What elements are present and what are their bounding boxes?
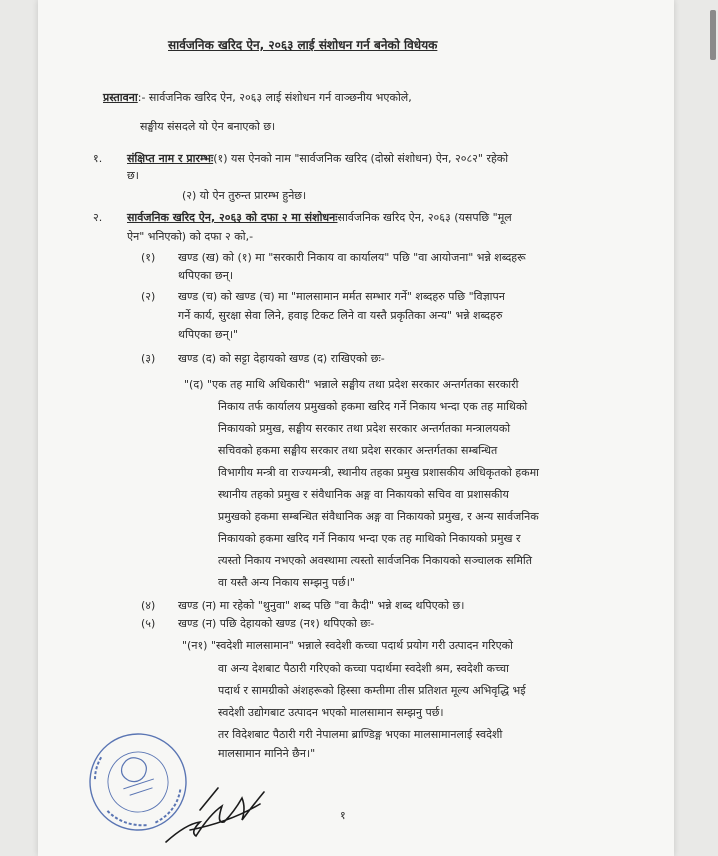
- clause-1-number: (१): [141, 251, 156, 264]
- section-1-line-2: छ।: [127, 169, 139, 182]
- quoted-clause-line-5: विभागीय मन्त्री वा राज्यमन्त्री, स्थानीय तहका प्रमुख प्रशासकीय अधिकृतको हकमा: [218, 466, 540, 479]
- enactment-line: सङ्घीय संसदले यो ऐन बनाएको छ।: [140, 120, 276, 133]
- clause-1-line-2: थपिएका छन्।: [178, 269, 233, 282]
- new-clause-line-6: मालसामान मानिने छैन।": [218, 747, 316, 760]
- new-clause-line-4: स्वदेशी उद्योगबाट उत्पादन भएको मालसामान सम्झनु पर्छ।: [218, 706, 444, 719]
- section-1-line-1: [127, 149, 508, 168]
- clause-5-number: (५): [141, 617, 156, 630]
- quoted-clause-line-9: त्यस्तो निकाय नभएको अवस्थामा त्यस्तो सार्वजनिक निकायको सञ्चालक समिति: [218, 554, 533, 567]
- preamble-label: प्रस्तावना: [103, 91, 138, 104]
- section-1-number: १.: [93, 152, 103, 165]
- clause-1-line-1: खण्ड (ख) को (१) मा "सरकारी निकाय वा कार्यालय" पछि "वा आयोजना" भन्ने शब्दहरू: [178, 251, 526, 264]
- section-1-text: (१) यस ऐनको नाम "सार्वजनिक खरिद (दोस्रो संशोधन) ऐन, २०८२" रहेको: [213, 152, 509, 165]
- page-number: १: [340, 809, 346, 822]
- quoted-clause-line-6: स्थानीय तहको प्रमुख र संवैधानिक अङ्ग वा निकायको सचिव वा प्रशासकीय: [218, 488, 509, 501]
- section-1-subsection-2: (२) यो ऐन तुरुन्त प्रारम्भ हुनेछ।: [182, 189, 307, 202]
- clause-3-number: (३): [141, 352, 156, 365]
- new-clause-line-2: वा अन्य देशबाट पैठारी गरिएको कच्चा पदार्थमा स्वदेशी श्रम, स्वदेशी कच्चा: [218, 662, 509, 675]
- section-2-line-2: ऐन" भनिएको) को दफा २ को,-: [127, 230, 254, 243]
- handwritten-signature: [160, 770, 280, 850]
- clause-2-line-2: गर्ने कार्य, सुरक्षा सेवा लिने, हवाइ टिकट लिने वा यस्तै प्रकृतिका अन्य" भन्ने शब्दहरु: [178, 309, 503, 322]
- quoted-clause-line-7: प्रमुखको हकमा सम्बन्धित संवैधानिक अङ्ग वा निकायको प्रमुख, र अन्य सार्वजनिक: [218, 510, 539, 523]
- section-2-text: सार्वजनिक खरिद ऐन, २०६३ (यसपछि "मूल: [337, 211, 512, 224]
- new-clause-line-3: पदार्थ र सामग्रीको अंशहरूको हिस्सा कम्तीमा तीस प्रतिशत मूल्य अभिवृद्धि भई: [218, 684, 526, 697]
- clause-2-line-1: खण्ड (च) को खण्ड (च) मा "मालसामान मर्मत सम्भार गर्ने" शब्दहरु पछि "विज्ञापन: [178, 290, 505, 303]
- clause-5-line-1: खण्ड (न) पछि देहायको खण्ड (न१) थपिएको छः-: [178, 617, 375, 630]
- quoted-clause-line-8: निकायको हकमा खरिद गर्ने निकाय भन्दा एक तह माथिको निकायको प्रमुख र: [218, 532, 521, 545]
- clause-2-number: (२): [141, 290, 156, 303]
- clause-2-line-3: थपिएका छन्।": [178, 328, 239, 341]
- clause-4-number: (४): [141, 599, 156, 612]
- preamble: [103, 88, 412, 107]
- quoted-clause-line-4: सचिवको हकमा सङ्घीय सरकार तथा प्रदेश सरकार अन्तर्गतका सम्बन्धित: [218, 444, 498, 457]
- section-1-heading: संक्षिप्त नाम र प्रारम्भः: [127, 152, 214, 165]
- document-title: सार्वजनिक खरिद ऐन, २०६३ लाई संशोधन गर्न बनेको विधेयक: [168, 38, 438, 52]
- scrollbar-thumb[interactable]: [710, 10, 716, 60]
- quoted-clause-line-2: निकाय तर्फ कार्यालय प्रमुखको हकमा खरिद गर्ने निकाय भन्दा एक तह माथिको: [218, 400, 528, 413]
- section-2-heading: सार्वजनिक खरिद ऐन, २०६३ को दफा २ मा संशोधनः: [127, 211, 338, 224]
- clause-4-line-1: खण्ड (न) मा रहेको "थुनुवा" शब्द पछि "वा कैदी" भन्ने शब्द थपिएको छ।: [178, 599, 465, 612]
- new-clause-line-1: "(न१) "स्वदेशी मालसामान" भन्नाले स्वदेशी कच्चा पदार्थ प्रयोग गरी उत्पादन गरिएको: [182, 639, 513, 652]
- new-clause-line-5: तर विदेशबाट पैठारी गरी नेपालमा ब्राण्डिङ्ग भएका मालसामानलाई स्वदेशी: [218, 728, 503, 741]
- section-2-line-1: [127, 208, 512, 227]
- quoted-clause-line-3: निकायको प्रमुख, सङ्घीय सरकार तथा प्रदेश सरकार अन्तर्गतका मन्त्रालयको: [218, 422, 511, 435]
- quoted-clause-line-10: वा यस्तै अन्य निकाय सम्झनु पर्छ।": [218, 576, 355, 589]
- quoted-clause-line-1: "(द) "एक तह माथि अधिकारी" भन्नाले सङ्घीय तथा प्रदेश सरकार अन्तर्गतका सरकारी: [184, 378, 519, 391]
- clause-3-line-1: खण्ड (द) को सट्टा देहायको खण्ड (द) राखिएको छः-: [178, 352, 385, 365]
- preamble-text: :- सार्वजनिक खरिद ऐन, २०६३ लाई संशोधन गर्न वाञ्छनीय भएकोले,: [137, 91, 412, 104]
- section-2-number: २.: [93, 211, 103, 224]
